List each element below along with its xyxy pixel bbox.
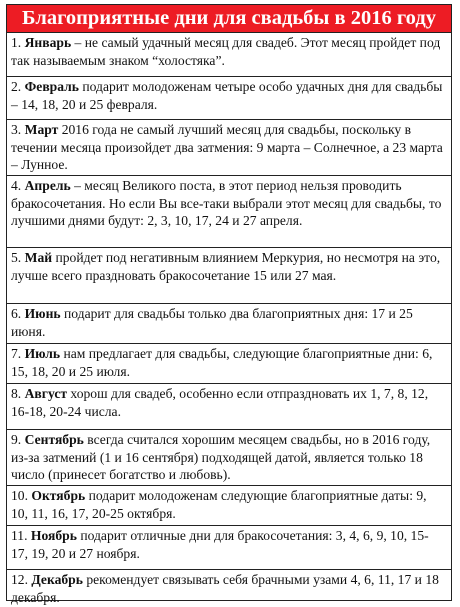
month-row-september: [7, 430, 451, 486]
month-description: всегда считался хорошим месяцем свадьбы, но в 2016 году, из-за затмений (1 и 16 сентября) подходящей датой, является только 18 число (принесет богатство и любовь).: [11, 432, 431, 483]
month-number: 7.: [11, 346, 22, 361]
month-number: 2.: [11, 79, 22, 94]
month-name: Декабрь: [31, 572, 83, 587]
month-row-april: [7, 176, 451, 248]
month-text: [11, 34, 445, 69]
month-number: 11.: [11, 528, 28, 543]
month-number: 8.: [11, 386, 22, 401]
month-text: [11, 431, 445, 484]
month-number: 6.: [11, 306, 22, 321]
month-name: Октябрь: [31, 488, 86, 503]
table-title: Благоприятные дни для свадьбы в 2016 году: [7, 5, 451, 33]
month-text: [11, 78, 445, 113]
month-description: – месяц Великого поста, в этот период нельзя проводить бракосочетания. Но если Вы все-таки выбрали этот месяц для свадьбы, то лучшими днями будут: 2, 3, 10, 17, 24 и 27 апреля.: [11, 178, 442, 229]
month-description: подарит отличные дни для бракосочетания: 3, 4, 6, 9, 10, 15-17, 19, 20 и 27 ноября.: [11, 528, 429, 561]
month-text: [11, 487, 445, 522]
month-name: Ноябрь: [30, 528, 77, 543]
month-description: рекомендует связывать себя брачными узами 4, 6, 11, 17 и 18 декабря.: [11, 572, 439, 605]
month-row-december: [7, 570, 451, 607]
month-name: Апрель: [24, 178, 71, 193]
month-name: Январь: [24, 35, 72, 50]
month-number: 5.: [11, 250, 22, 265]
month-row-march: [7, 120, 451, 176]
month-name: Май: [24, 250, 53, 265]
month-text: [11, 527, 445, 562]
month-number: 9.: [11, 432, 22, 447]
month-name: Август: [24, 386, 68, 401]
month-description: подарит для свадьбы только два благоприятных дня: 17 и 25 июня.: [11, 306, 413, 339]
month-row-june: [7, 304, 451, 344]
month-text: [11, 177, 445, 230]
month-description: подарит молодоженам следующие благоприятные даты: 9, 10, 11, 16, 17, 20-25 октября.: [11, 488, 427, 521]
month-name: Июнь: [24, 306, 61, 321]
month-text: [11, 249, 445, 284]
month-number: 3.: [11, 122, 22, 137]
month-description: подарит молодоженам четыре особо удачных дня для свадьбы – 14, 18, 20 и 25 февраля.: [11, 79, 443, 112]
month-number: 4.: [11, 178, 22, 193]
month-text: [11, 305, 445, 340]
wedding-days-table: [6, 4, 452, 605]
month-row-july: [7, 344, 451, 384]
month-number: 12.: [11, 572, 28, 587]
month-description: 2016 года не самый лучший месяц для свадьбы, поскольку в течении месяца произойдет два затмения: 9 марта – Солнечное, а 23 марта – Лунное.: [11, 122, 443, 173]
month-description: – не самый удачный месяц для свадеб. Этот месяц пройдет под так называемым знаком “холостяка”.: [11, 35, 441, 68]
month-row-october: [7, 486, 451, 526]
month-name: Март: [24, 122, 59, 137]
month-description: хорош для свадеб, особенно если отпраздновать их 1, 7, 8, 12, 16-18, 20-24 числа.: [11, 386, 429, 419]
month-description: нам предлагает для свадьбы, следующие благоприятные дни: 6, 15, 18, 20 и 25 июля.: [11, 346, 433, 379]
month-name: Июль: [24, 346, 61, 361]
month-row-february: [7, 77, 451, 120]
month-text: [11, 345, 445, 380]
month-description: пройдет под негативным влиянием Меркурия, но несмотря на это, лучше всего праздновать бракосочетание 15 или 27 мая.: [11, 250, 441, 283]
month-name: Февраль: [24, 79, 79, 94]
month-number: 1.: [11, 35, 22, 50]
month-row-august: [7, 384, 451, 430]
month-text: [11, 121, 445, 174]
month-row-may: [7, 248, 451, 304]
month-text: [11, 571, 445, 606]
month-row-january: [7, 33, 451, 77]
month-text: [11, 385, 445, 420]
month-rows: [7, 33, 451, 607]
month-name: Сентябрь: [24, 432, 84, 447]
month-number: 10.: [11, 488, 28, 503]
month-row-november: [7, 526, 451, 570]
